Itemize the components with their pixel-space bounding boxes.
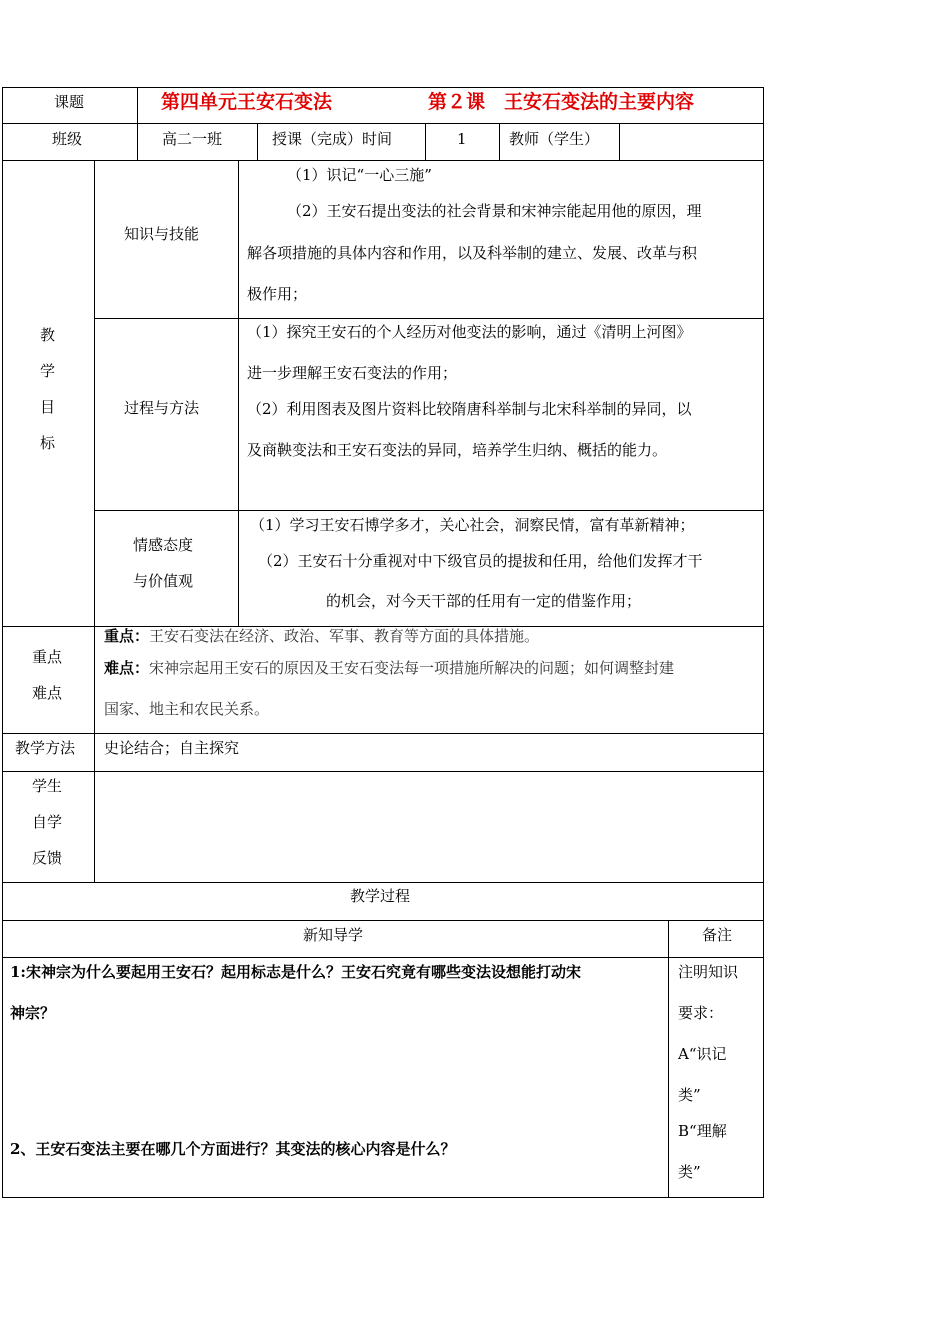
goals-label-char-1: 教 (40, 326, 56, 344)
process-line-1: （1）探究王安石的个人经历对他变法的影响，通过《清明上河图》 (247, 323, 692, 341)
question-1-line-1: 1:宋神宗为什么要起用王安石？起用标志是什么？王安石究竟有哪些变法设想能打动宋 (10, 963, 581, 981)
method-label: 教学方法 (15, 739, 76, 757)
question-1-line-2: 神宗？ (10, 1004, 56, 1022)
goals-label-char-3: 目 (40, 398, 56, 416)
difficult-point-text: 宋神宗起用王安石的原因及王安石变法每一项措施所解决的问题；如何调整封建 (149, 659, 675, 677)
time-label: 授课（完成）时间 (272, 130, 393, 148)
difficult-point-text-2: 国家、地主和农民关系。 (104, 700, 270, 718)
key-point-label: 重点： (104, 627, 150, 645)
time-value: 1 (457, 130, 467, 148)
keypoints-label-line-1: 重点 (32, 648, 63, 666)
feedback-label-line-1: 学生 (32, 777, 63, 795)
emotion-label-line-2: 与价值观 (133, 572, 194, 590)
note-line-2: 要求： (678, 1004, 724, 1022)
main-content-cell (2, 957, 669, 1198)
key-point-text: 王安石变法在经济、政治、军事、教育等方面的具体措施。 (149, 627, 540, 645)
feedback-label-line-2: 自学 (32, 813, 63, 831)
process-title: 教学过程 (350, 887, 411, 905)
knowledge-line-3: 解各项措施的具体内容和作用，以及科举制的建立、发展、改革与积 (247, 244, 698, 262)
goals-label-char-2: 学 (40, 362, 56, 380)
note-line-5: B“理解 (678, 1122, 727, 1140)
feedback-value-cell (94, 771, 764, 883)
process-label: 过程与方法 (124, 399, 200, 417)
emotion-line-2: （2）王安石十分重视对中下级官员的提拔和任用，给他们发挥才干 (258, 552, 703, 570)
emotion-line-1: （1）学习王安石博学多才，关心社会，洞察民情，富有革新精神； (250, 516, 695, 534)
note-column-header: 备注 (702, 926, 733, 944)
knowledge-label: 知识与技能 (124, 225, 200, 243)
note-line-6: 类” (678, 1163, 701, 1181)
main-column-header: 新知导学 (303, 926, 364, 944)
emotion-line-3: 的机会，对今天干部的任用有一定的借鉴作用； (326, 592, 642, 610)
difficult-point-label: 难点： (104, 659, 150, 677)
question-2: 2、王安石变法主要在哪几个方面进行？其变法的核心内容是什么？ (10, 1140, 456, 1158)
process-line-2: 进一步理解王安石变法的作用； (247, 364, 458, 382)
class-label: 班级 (52, 130, 83, 148)
teacher-value-cell (619, 123, 764, 161)
note-line-1: 注明知识 (678, 963, 739, 981)
goals-label-char-4: 标 (40, 434, 56, 452)
topic-unit-title: 第四单元王安石变法 (161, 91, 333, 113)
class-value: 高二一班 (162, 130, 223, 148)
knowledge-line-1: （1）识记“一心三施” (287, 166, 432, 184)
teacher-label: 教师（学生） (509, 130, 600, 148)
process-line-4: 及商鞅变法和王安石变法的异同，培养学生归纳、概括的能力。 (247, 441, 668, 459)
knowledge-line-2: （2）王安石提出变法的社会背景和宋神宗能起用他的原因，理 (287, 202, 702, 220)
feedback-label-line-3: 反馈 (32, 849, 63, 867)
goals-label-cell (2, 160, 95, 627)
emotion-label-line-1: 情感态度 (133, 536, 194, 554)
topic-lesson-title: 第２课 王安石变法的主要内容 (428, 91, 695, 113)
note-line-4: 类” (678, 1086, 701, 1104)
keypoints-label-cell (2, 626, 95, 734)
note-line-3: A“识记 (678, 1045, 727, 1063)
method-value: 史论结合；自主探究 (104, 739, 240, 757)
keypoints-label-line-2: 难点 (32, 684, 63, 702)
topic-label: 课题 (54, 93, 85, 111)
knowledge-line-4: 极作用； (247, 285, 308, 303)
emotion-label-cell (94, 510, 239, 627)
process-line-3: （2）利用图表及图片资料比较隋唐科举制与北宋科举制的异同，以 (247, 400, 692, 418)
